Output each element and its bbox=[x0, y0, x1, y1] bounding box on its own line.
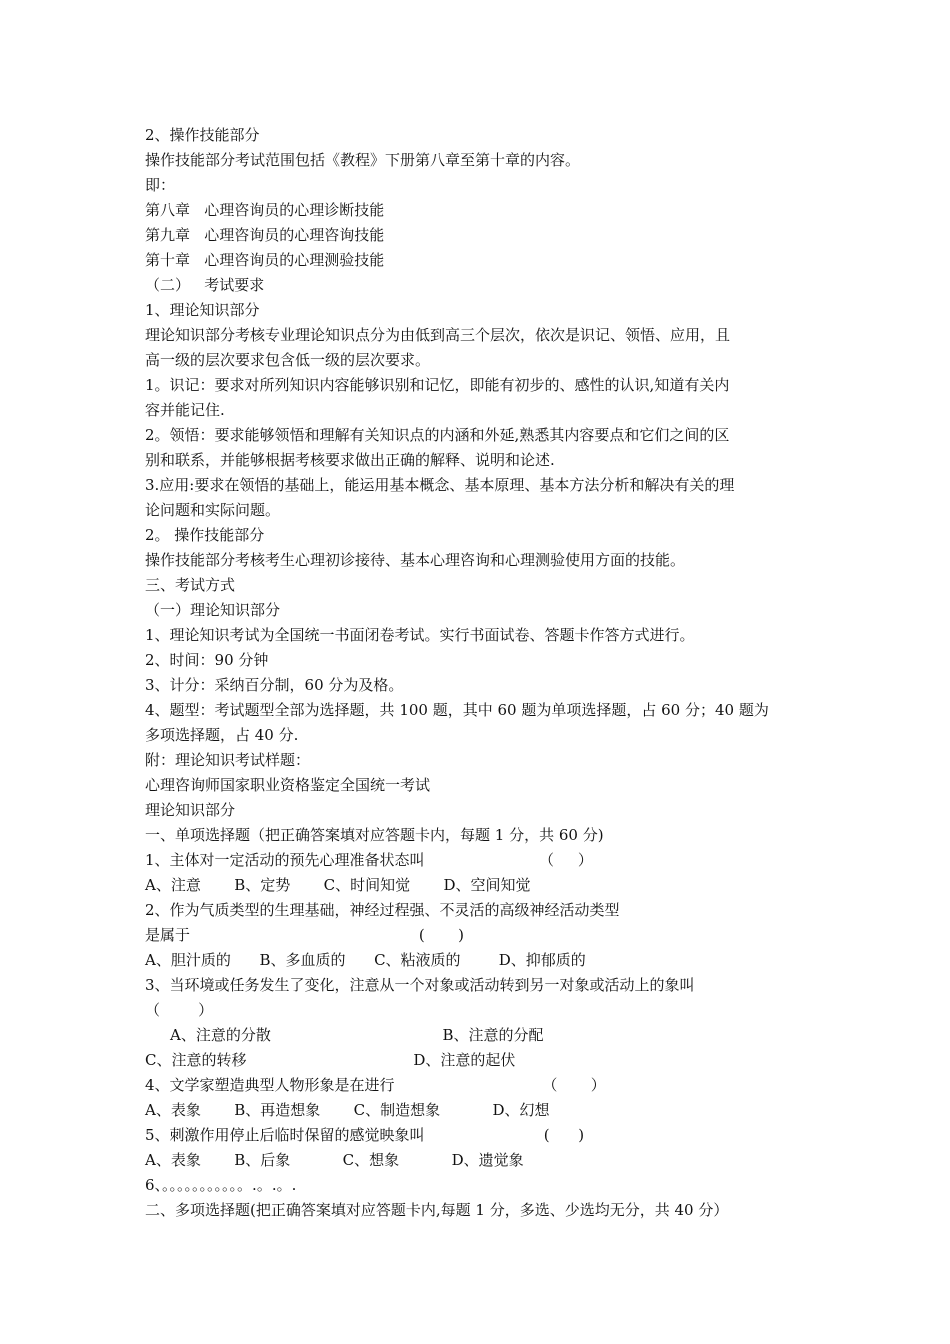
paragraph-line: 论问题和实际问题。 bbox=[145, 501, 281, 519]
exam-subtitle: 理论知识部分 bbox=[145, 801, 236, 819]
question-line: 5、刺激作用停止后临时保留的感觉映象叫 ( ) bbox=[145, 1126, 585, 1144]
section-heading: 二、多项选择题(把正确答案填对应答题卡内,每题 1 分，多选、少选均无分，共 40 分） bbox=[145, 1201, 729, 1219]
options-line: A、表象 B、再造想象 C、制造想象 D、幻想 bbox=[145, 1101, 550, 1119]
exam-title: 心理咨询师国家职业资格鉴定全国统一考试 bbox=[145, 776, 431, 794]
paragraph-line: 容并能记住. bbox=[145, 401, 225, 419]
options-line: A、胆汁质的 B、多血质的 C、粘液质的 D、抑郁质的 bbox=[145, 951, 586, 969]
options-line: C、注意的转移 D、注意的起伏 bbox=[145, 1051, 516, 1069]
section-heading: 2。 操作技能部分 bbox=[145, 526, 265, 544]
paragraph-line: 操作技能部分考试范围包括《教程》下册第八章至第十章的内容。 bbox=[145, 151, 581, 169]
paragraph-line: 3.应用:要求在领悟的基础上，能运用基本概念、基本原理、基本方法分析和解决有关的理 bbox=[145, 476, 735, 494]
section-heading: （二） 考试要求 bbox=[145, 276, 265, 294]
question-line: 3、当环境或任务发生了变化，注意从一个对象或活动转到另一对象或活动上的象叫 bbox=[145, 976, 695, 994]
paragraph-line: 2。领悟：要求能够领悟和理解有关知识点的内涵和外延,熟悉其内容要点和它们之间的区 bbox=[145, 426, 730, 444]
chapter-line: 第十章 心理咨询员的心理测验技能 bbox=[145, 251, 385, 269]
paragraph-line: 操作技能部分考核考生心理初诊接待、基本心理咨询和心理测验使用方面的技能。 bbox=[145, 551, 686, 569]
paragraph-line: 1。识记：要求对所列知识内容能够识别和记忆，即能有初步的、感性的认识,知道有关内 bbox=[145, 376, 730, 394]
question-line: 4、文学家塑造典型人物形象是在进行 （ ） bbox=[145, 1076, 606, 1094]
question-line: 是属于 ( ) bbox=[145, 926, 464, 944]
paragraph-line: 3、计分：采纳百分制，60 分为及格。 bbox=[145, 676, 404, 694]
paragraph-line: 1、理论知识考试为全国统一书面闭卷考试。实行书面试卷、答题卡作答方式进行。 bbox=[145, 626, 695, 644]
section-heading: 1、理论知识部分 bbox=[145, 301, 260, 319]
paragraph-line: 4、题型：考试题型全部为选择题，共 100 题，其中 60 题为单项选择题，占 60 分；40 题为 bbox=[145, 701, 769, 719]
question-line: 6、。。。。。。。。。。。.。.。. bbox=[145, 1176, 297, 1194]
options-line: A、注意 B、定势 C、时间知觉 D、空间知觉 bbox=[145, 876, 531, 894]
paragraph-line: 别和联系，并能够根据考核要求做出正确的解释、说明和论述. bbox=[145, 451, 555, 469]
paragraph-line: 即： bbox=[145, 176, 176, 194]
options-line: A、表象 B、后象 C、想象 D、遗觉象 bbox=[145, 1151, 524, 1169]
question-line: （ ） bbox=[145, 1001, 214, 1019]
options-line: A、注意的分散 B、注意的分配 bbox=[170, 1026, 544, 1044]
section-heading: （一）理论知识部分 bbox=[145, 601, 281, 619]
chapter-line: 第九章 心理咨询员的心理咨询技能 bbox=[145, 226, 385, 244]
paragraph-line: 理论知识部分考核专业理论知识点分为由低到高三个层次，依次是识记、领悟、应用，且 bbox=[145, 326, 731, 344]
paragraph-line: 2、时间：90 分钟 bbox=[145, 651, 269, 669]
section-heading: 三、考试方式 bbox=[145, 576, 236, 594]
chapter-line: 第八章 心理咨询员的心理诊断技能 bbox=[145, 201, 385, 219]
paragraph-line: 附：理论知识考试样题： bbox=[145, 751, 311, 769]
question-line: 1、主体对一定活动的预先心理准备状态叫 （ ） bbox=[145, 851, 593, 869]
paragraph-line: 高一级的层次要求包含低一级的层次要求。 bbox=[145, 351, 431, 369]
section-heading: 2、操作技能部分 bbox=[145, 126, 260, 144]
question-line: 2、作为气质类型的生理基础，神经过程强、不灵活的高级神经活动类型 bbox=[145, 901, 620, 919]
paragraph-line: 多项选择题，占 40 分. bbox=[145, 726, 299, 744]
section-heading: 一、单项选择题（把正确答案填对应答题卡内，每题 1 分，共 60 分) bbox=[145, 826, 604, 844]
